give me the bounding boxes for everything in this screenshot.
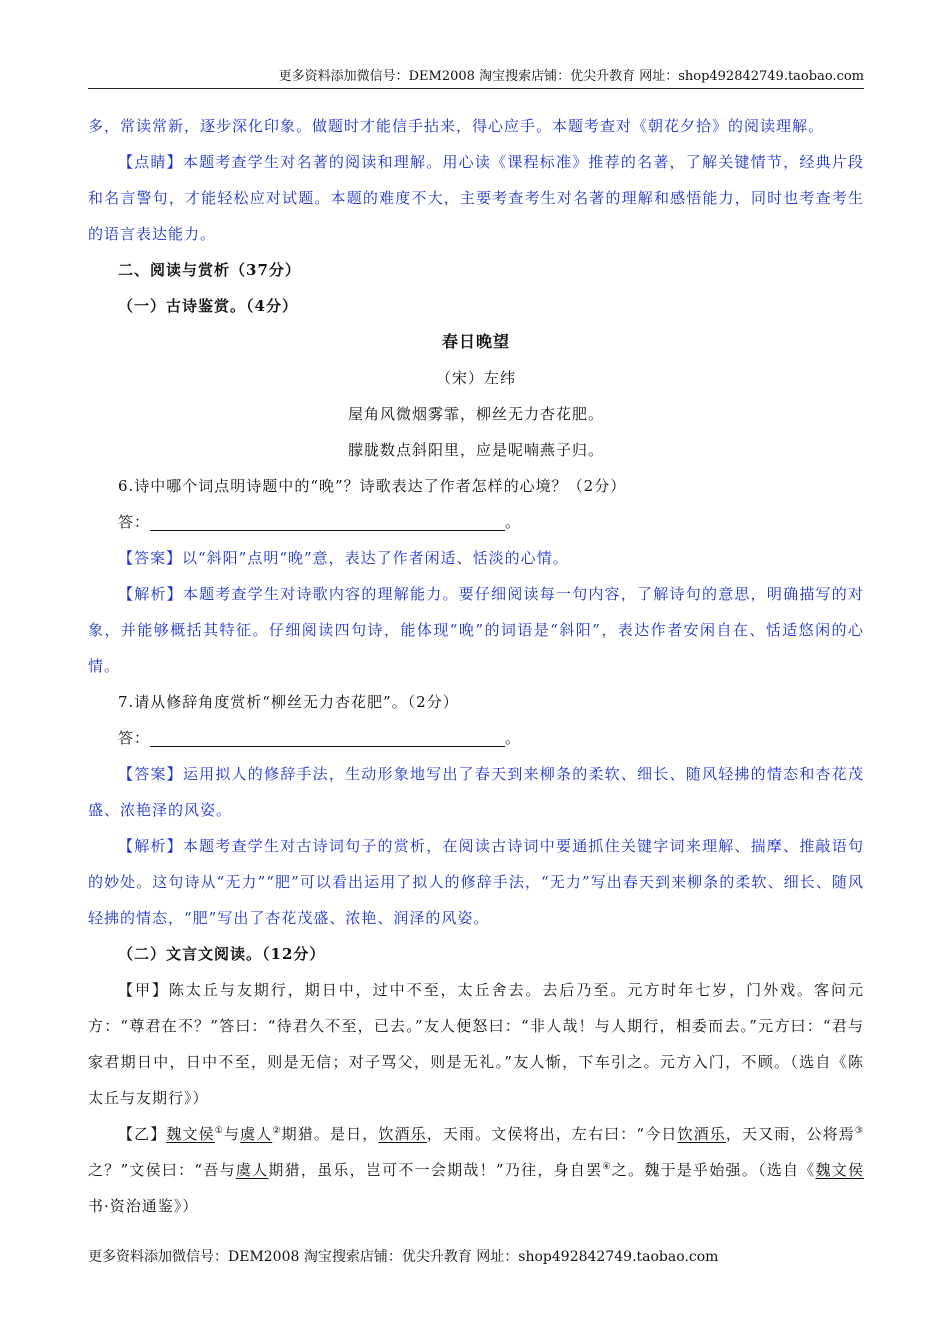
page-footer: 更多资料添加微信号：DEM2008 淘宝搜索店铺：优尖升教育 网址：shop492842749.taobao.com — [88, 1249, 719, 1265]
answer-label: 答： — [118, 513, 151, 531]
answer-line-6 — [88, 504, 864, 540]
poem-line: 屋角风微烟雾霏，柳丝无力杏花肥。 — [347, 405, 604, 423]
tip-paragraph: 【点睛】本题考查学生对名著的阅读和理解。用心读《课程标准》推荐的名著，了解关键情节，经典片段和名言警句，才能轻松应对试题。本题的难度不大，主要考查考生对名著的理解和感悟能力，同时也考查考生的语言表达能力。 — [88, 153, 864, 243]
subsection-heading-poetry: （一）古诗鉴赏。（4分） — [118, 297, 298, 315]
poem-line: 朦胧数点斜阳里，应是呢喃燕子归。 — [347, 441, 604, 459]
answer-end: 。 — [505, 729, 522, 747]
question-7: 7.请从修辞角度赏析“柳丝无力杏花肥”。（2分） — [118, 693, 459, 711]
subsection-heading-classical: （二）文言文阅读。（12分） — [118, 945, 326, 963]
answer-7: 【答案】运用拟人的修辞手法，生动形象地写出了春天到来柳条的柔软、细长、随风轻拂的情态和杏花茂盛、浓艳泽的风姿。 — [88, 765, 864, 819]
explanation-6: 【解析】本题考查学生对诗歌内容的理解能力。要仔细阅读每一句内容，了解诗句的意思，明确描写的对象，并能够概括其特征。仔细阅读四句诗，能体现“晚”的词语是“斜阳”，表达作者安闲自在、恬适悠闲的心情。 — [88, 585, 864, 675]
passage-jia: 【甲】陈太丘与友期行，期日中，过中不至，太丘舍去。去后乃至。元方时年七岁，门外戏。客问元方：“尊君在不？”答曰：“待君久不至，已去。”友人便怒曰：“非人哉！与人期行，相委而去。”元方曰：“君与家君期日中，日中不至，则是无信；对子骂父，则是无礼。”友人惭，下车引之。元方入门，不顾。（选自《陈太丘与友期行》） — [88, 981, 864, 1107]
passage-yi: 【乙】魏文侯①与虞人②期猎。是日，饮酒乐，天雨。文侯将出，左右曰：“今日饮酒乐，天又雨，公将焉③之？”文侯曰：“吾与虞人期猎，虽乐，岂可不一会期哉！”乃往，身自罢④之。魏于是乎始强。（选自《魏文侯书·资治通鉴》） — [88, 1125, 864, 1215]
section-heading: 二、阅读与赏析（37分） — [118, 261, 301, 279]
question-6: 6.诗中哪个词点明诗题中的“晚”？诗歌表达了作者怎样的心境？（2分） — [118, 477, 627, 495]
answer-label: 答： — [118, 729, 151, 747]
answer-blank[interactable] — [150, 508, 505, 531]
answer-end: 。 — [505, 513, 522, 531]
explanation-7: 【解析】本题考查学生对古诗词句子的赏析，在阅读古诗词中要通抓住关键字词来理解、揣摩、推敲语句的妙处。这句诗从“无力”“肥”可以看出运用了拟人的修辞手法，“无力”写出春天到来柳条的柔软、细长、随风轻拂的情态，“肥”写出了杏花茂盛、浓艳、润泽的风姿。 — [88, 837, 864, 927]
answer-line-7 — [88, 720, 864, 756]
answer-blank[interactable] — [150, 724, 505, 747]
poem-author: （宋）左纬 — [435, 369, 516, 387]
document-body — [88, 108, 864, 1224]
poem-title: 春日晚望 — [441, 332, 510, 351]
paragraph-continuation: 多，常读常新，逐步深化印象。做题时才能信手拈来，得心应手。本题考查对《朝花夕拾》的阅读理解。 — [88, 117, 825, 135]
answer-6: 【答案】以“斜阳”点明“晚”意，表达了作者闲适、恬淡的心情。 — [118, 549, 569, 567]
page-header: 更多资料添加微信号：DEM2008 淘宝搜索店铺：优尖升教育 网址：shop492842749.taobao.com — [88, 66, 864, 89]
